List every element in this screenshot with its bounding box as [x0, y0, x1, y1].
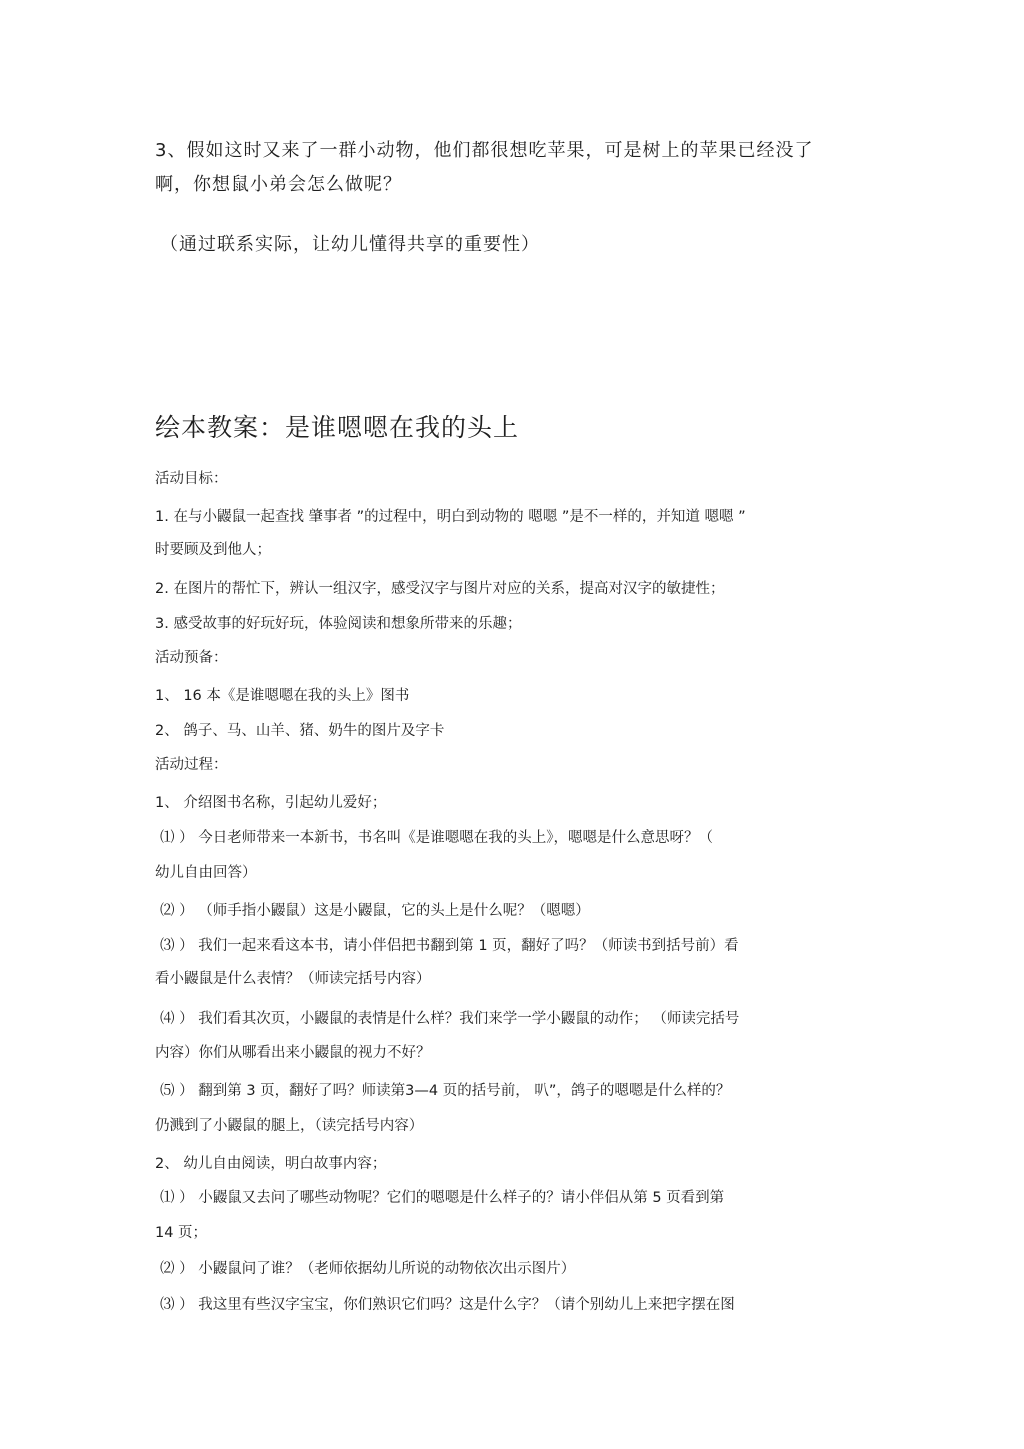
step-2-item-3: ⑶ ） 我这里有些汉字宝宝，你们熟识它们吗？这是什么字？（请个别幼儿上来把字摆在图 — [160, 1297, 735, 1313]
process-heading: 活动过程： — [155, 757, 228, 773]
question-3-note: （通过联系实际，让幼儿懂得共享的重要性） — [160, 234, 540, 255]
step-1-item-4-line-2: 内容）你们从哪看出来小鼹鼠的视力不好？ — [155, 1045, 431, 1061]
step-2-item-1-line-2: 14 页； — [155, 1225, 208, 1241]
goal-2: 2. 在图片的帮忙下，辨认一组汉字，感受汉字与图片对应的关系，提高对汉字的敏捷性； — [155, 581, 725, 597]
step-2: 2、 幼儿自由阅读，明白故事内容； — [155, 1156, 387, 1172]
step-1: 1、 介绍图书名称，引起幼儿爱好； — [155, 795, 387, 811]
step-1-item-5-line-1: ⑸ ） 翻到第 3 页，翻好了吗？师读第3—4 页的括号前， 叭”，鸽子的嗯嗯是什么样的？ — [160, 1083, 731, 1099]
lesson-title: 绘本教案：是谁嗯嗯在我的头上 — [155, 413, 520, 442]
goal-3: 3. 感受故事的好玩好玩，体验阅读和想象所带来的乐趣； — [155, 616, 522, 632]
step-1-item-1-line-1: ⑴ ） 今日老师带来一本新书，书名叫《是谁嗯嗯在我的头上》，嗯嗯是什么意思呀？（ — [160, 830, 713, 846]
question-3-line-1: 3、假如这时又来了一群小动物，他们都很想吃苹果，可是树上的苹果已经没了 — [155, 140, 814, 161]
step-2-item-1-line-1: ⑴ ） 小鼹鼠又去问了哪些动物呢？它们的嗯嗯是什么样子的？请小伴侣从第 5 页看到第 — [160, 1190, 725, 1206]
step-2-item-2: ⑵ ） 小鼹鼠问了谁？（老师依据幼儿所说的动物依次出示图片） — [160, 1261, 576, 1277]
step-1-item-1-line-2: 幼儿自由回答） — [155, 865, 257, 881]
step-1-item-4-line-1: ⑷ ） 我们看其次页，小鼹鼠的表情是什么样？我们来学一学小鼹鼠的动作； （师读完括号 — [160, 1011, 740, 1027]
step-1-item-3-line-2: 看小鼹鼠是什么表情？（师读完括号内容） — [155, 971, 431, 987]
step-1-item-5-line-2: 仍溅到了小鼹鼠的腿上，（读完括号内容） — [155, 1118, 424, 1134]
goal-1-line-2: 时要顾及到他人； — [155, 542, 271, 558]
goal-1-line-1: 1. 在与小鼹鼠一起查找 肇事者 ”的过程中，明白到动物的 嗯嗯 ”是不一样的，并知道 嗯嗯 ” — [155, 509, 746, 525]
step-1-item-3-line-1: ⑶ ） 我们一起来看这本书，请小伴侣把书翻到第 1 页，翻好了吗？（师读书到括号前）看 — [160, 938, 739, 954]
prep-heading: 活动预备： — [155, 650, 228, 666]
goals-heading: 活动目标： — [155, 471, 228, 487]
step-1-item-2: ⑵ ） （师手指小鼹鼠）这是小鼹鼠，它的头上是什么呢？（嗯嗯） — [160, 903, 590, 919]
question-3-line-2: 啊，你想鼠小弟会怎么做呢？ — [155, 174, 402, 195]
prep-item-1: 1、 16 本《是谁嗯嗯在我的头上》图书 — [155, 688, 410, 704]
prep-item-2: 2、 鸽子、马、山羊、猪、奶牛的图片及字卡 — [155, 723, 445, 739]
